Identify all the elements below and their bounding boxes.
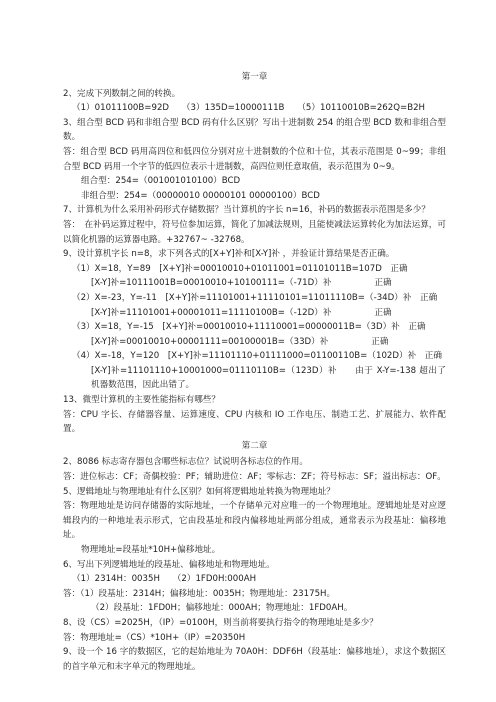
text-line: （3）X=18，Y=-15 [X+Y]补=00010010+11110001=00000011B=（3D）补 正确	[72, 322, 426, 333]
text-line: 7、计算机为什么采用补码形式存储数据？当计算机的字长 n=16，补码的数据表示范围是多少？	[63, 205, 430, 216]
text-line: 13、微型计算机的主要性能指标有哪些？	[63, 395, 221, 406]
text-line: 物理地址=段基址*10H+偏移地址。	[81, 545, 221, 555]
text-line: 答：组合型 BCD 码用高四位和低四位分别对应十进制数的个位和十位，其表示范围是 0~99；非组合型 BCD 码用一个字节的低四位表示十进制数，高四位则任意取值，表示范围为 0~9。	[63, 146, 446, 172]
text-line: 答：物理地址=（CS）*10H+（IP）=20350H	[63, 632, 246, 643]
text-line: [X-Y]补=11101110+10001000=01110110B=（123D）补 由于 X-Y=-138 超出了机器数范围，因此出错了。	[91, 365, 446, 391]
chapter-2-body	[63, 455, 446, 674]
text-line: （2）X=-23，Y=-11 [X+Y]补=11101001+11110101=11011110B=（-34D）补 正确	[72, 292, 438, 303]
chapter-1-title: 第一章	[241, 72, 268, 82]
text-line: 组合型：254=（001001010100）BCD	[81, 176, 241, 187]
text-line: 6、写出下列逻辑地址的段基址、偏移地址和物理地址。	[63, 559, 275, 570]
chapter-1-body	[63, 87, 446, 437]
text-line: [X-Y]补=00010010+00001111=00100001B=（33D）补 正确	[91, 336, 389, 347]
text-line: （1）2314H：0035H （2）1FD0H:000AH	[72, 574, 257, 585]
text-line: 非组合型：254=（00000010 00000101 00000100）BCD	[81, 190, 320, 201]
text-line: 9、设一个 16 字的数据区，它的起始地址为 70A0H：DDF6H（段基址：偏移地址），求这个数据区的首字单元和末字单元的物理地址。	[63, 647, 446, 672]
text-line: 答： 在补码运算过程中，符号位参加运算，简化了加减法规则，且能使减法运算转化为加法运算，可以简化机器的运算器电路。+32767~ -32768。	[63, 219, 446, 245]
text-line: 9、设计算机字长 n=8，求下列各式的[X+Y]补和[X-Y]补 ，并验证计算结果是否正确。	[63, 249, 395, 260]
text-line: 8、设（CS）=2025H，（IP）=0100H，则当前将要执行指令的物理地址是多少？	[63, 617, 378, 628]
text-line: 答：物理地址是访问存储器的实际地址，一个存储单元对应唯一的一个物理地址。逻辑地址是对应逻辑段内的一种地址表示形式，它由段基址和段内偏移地址两部分组成，通常表示为段基址：偏移地址。	[63, 501, 446, 541]
text-line: 5、逻辑地址与物理地址有什么区别？如何将逻辑地址转换为物理地址？	[63, 486, 335, 497]
text-line: [X-Y]补=10111001B=00010010+10100111=（-71D）补 正确	[91, 278, 392, 289]
text-line: [X-Y]补=11101001+00001011=11110100B=（-12D）补 正确	[91, 307, 392, 318]
text-line: （4）X=-18，Y=120 [X+Y]补=11101110+01111000=01100110B=（102D）补 正确	[72, 351, 442, 362]
text-line: （1）X=18，Y=89 [X+Y]补=00010010+01011001=01101011B=107D 正确	[72, 263, 408, 274]
text-line: 2、8086 标志寄存器包含哪些标志位？试说明各标志位的作用。	[63, 457, 308, 468]
text-line: 3、组合型 BCD 码和非组合型 BCD 码有什么区别？写出十进制数 254 的组合型 BCD 数和非组合型数。	[63, 117, 447, 143]
text-line: 2、完成下列数制之间的转换。	[63, 88, 181, 99]
text-line: （2）段基址：1FD0H；偏移地址：000AH；物理地址：1FD0AH。	[91, 603, 353, 614]
chapter-2-title: 第二章	[241, 440, 268, 451]
text-line: （1）01011100B=92D （3）135D=10000111B （5）10110010B=262Q=B2H	[72, 103, 426, 114]
text-line: 答：（1）段基址：2314H；偏移地址：0035H；物理地址：23175H。	[63, 588, 336, 599]
text-line: 答：进位标志：CF；奇偶校验：PF；辅助进位：AF；零标志：ZF；符号标志：SF；溢出标志：OF。	[63, 472, 446, 483]
text-line: 答：CPU 字长、存储器容量、运算速度、CPU 内核和 IO 工作电压、制造工艺、扩展能力、软件配置。	[63, 409, 446, 435]
